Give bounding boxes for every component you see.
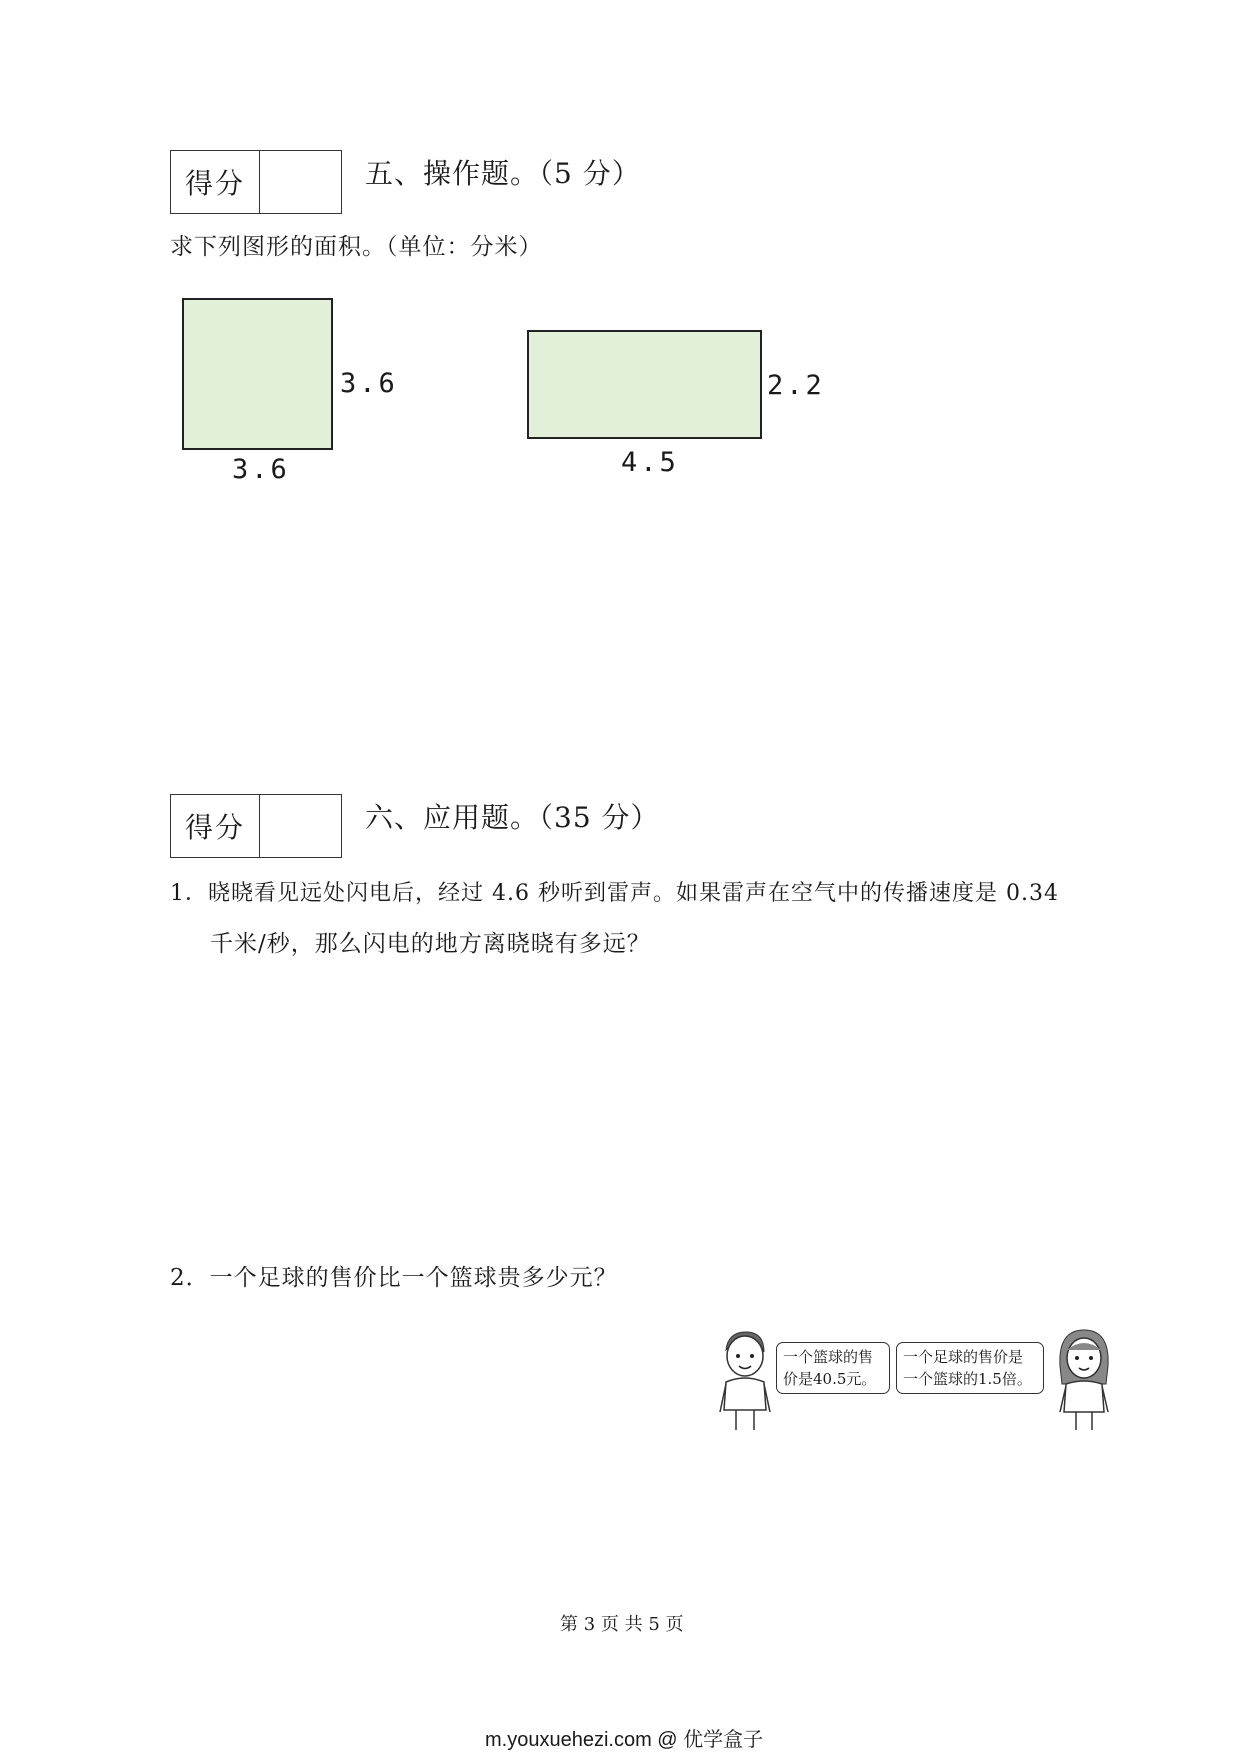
rectangle-shape — [527, 330, 762, 439]
section5-instruction: 求下列图形的面积。（单位：分米） — [170, 234, 543, 260]
rectangle-side-label: 2.2 — [767, 370, 825, 401]
score-box-section5 — [170, 150, 342, 214]
girl-bubble-line1: 一个足球的售价是 — [903, 1348, 1024, 1366]
boy-bubble-line1: 一个篮球的售 — [783, 1348, 874, 1366]
boy-speech-bubble — [776, 1342, 890, 1394]
website-watermark: m.youxuehezi.com @ 优学盒子 — [485, 1729, 764, 1751]
score-label: 得分 — [171, 151, 260, 213]
section6-title: 六、应用题。（35 分） — [365, 801, 660, 834]
score-blank-field[interactable] — [260, 151, 341, 213]
girl-speech-bubble — [896, 1342, 1044, 1394]
question-1-line1: 1．晓晓看见远处闪电后，经过 4.6 秒听到雷声。如果雷声在空气中的传播速度是 0.34 — [170, 881, 1059, 906]
square-side-label: 3.6 — [340, 368, 398, 399]
score-label: 得分 — [171, 795, 260, 857]
girl-bubble-line2: 一个篮球的1.5倍。 — [903, 1370, 1032, 1388]
dialogue-illustration — [716, 1326, 1120, 1432]
page-number: 第 3 页 共 5 页 — [560, 1614, 684, 1635]
question-1-line2: 千米/秒，那么闪电的地方离晓晓有多远？ — [210, 931, 651, 957]
section5-title: 五、操作题。（5 分） — [365, 157, 641, 190]
boy-bubble-line2: 价是40.5元。 — [783, 1370, 877, 1388]
boy-figure — [716, 1326, 774, 1430]
rectangle-bottom-label: 4.5 — [621, 447, 679, 478]
square-shape — [182, 298, 333, 450]
score-blank-field[interactable] — [260, 795, 341, 857]
girl-figure — [1052, 1326, 1116, 1430]
score-box-section6 — [170, 794, 342, 858]
square-bottom-label: 3.6 — [232, 454, 290, 485]
question-2: 2．一个足球的售价比一个篮球贵多少元？ — [170, 1265, 618, 1291]
